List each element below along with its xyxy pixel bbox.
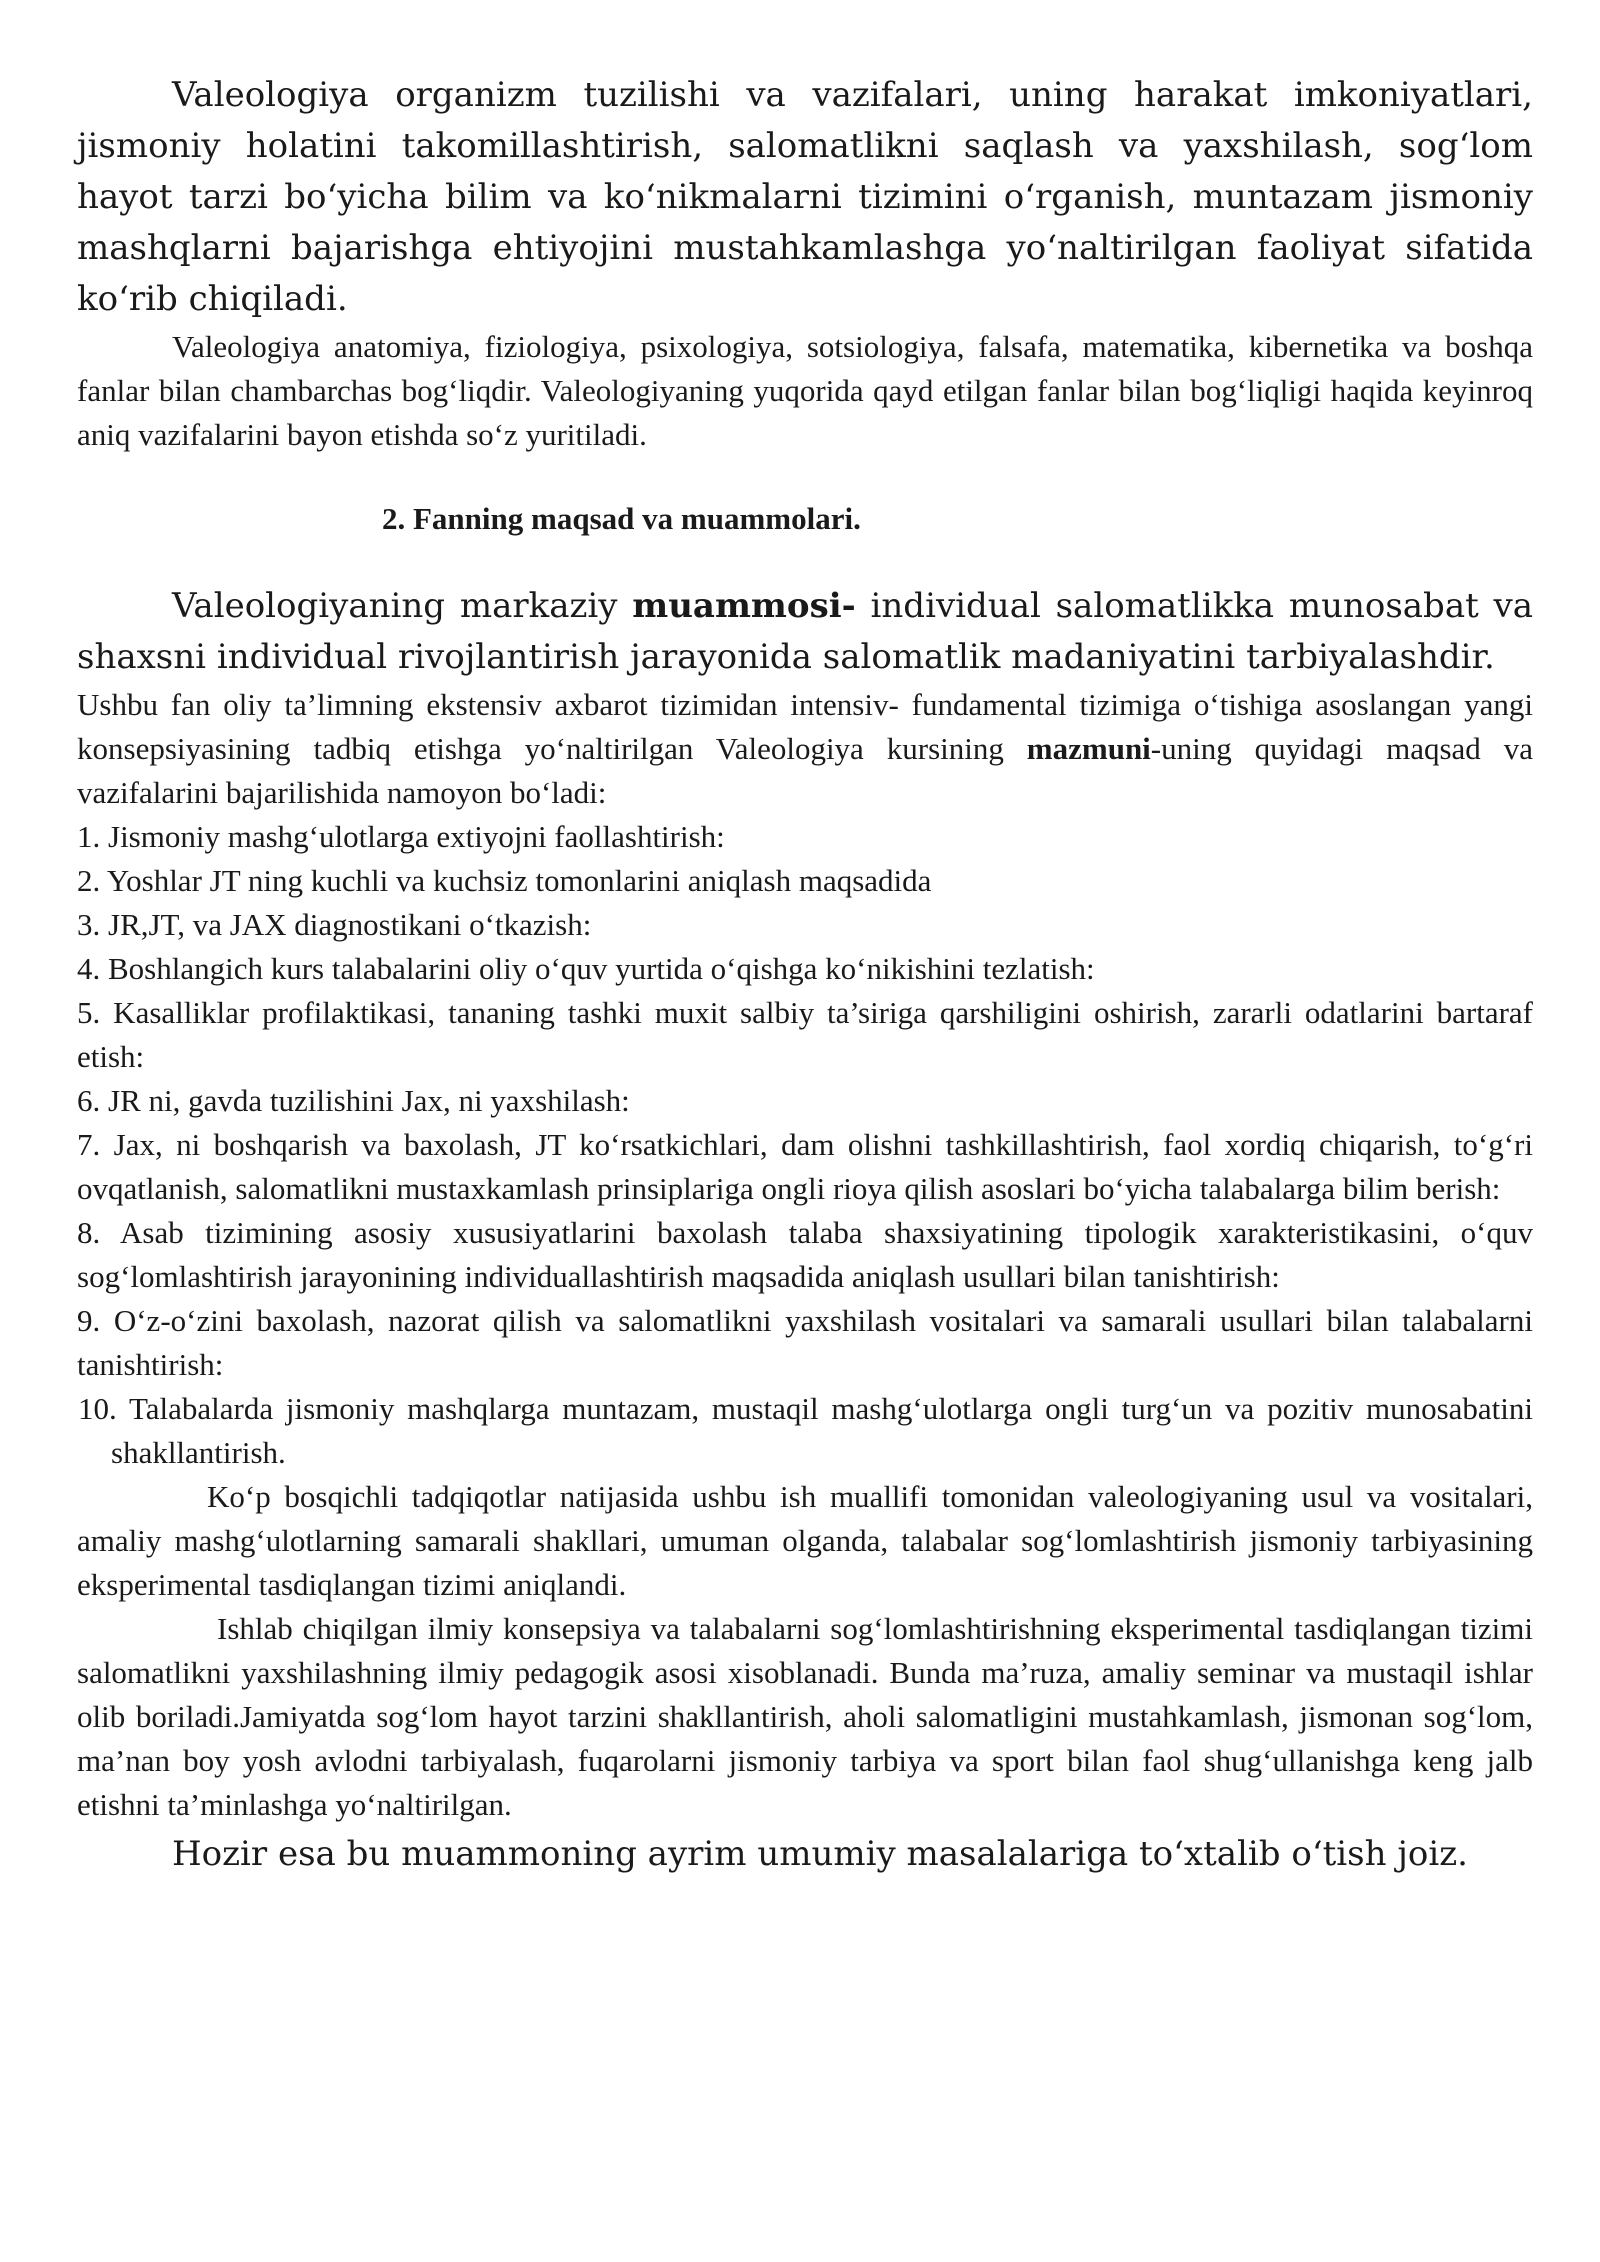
- course-content-bold-term: mazmuni: [1026, 731, 1151, 766]
- list-item-text: Talabalarda jismoniy mashqlarga muntazam, mustaqil mashg‘ulotlarga ongli turg‘un va pozitiv munosabatini shakllantirish.: [111, 1391, 1533, 1470]
- central-problem-text-end: individual salomatlikka munosabat va shaxsni individual rivojlantirish jarayonida salomatlik madaniyatini tarbiyalashdir.: [77, 586, 1533, 677]
- list-item: 3. JR,JT, va JAX diagnostikani o‘tkazish:: [77, 907, 592, 942]
- list-item: 6. JR ni, gavda tuzilishini Jax, ni yaxshilash:: [77, 1083, 630, 1118]
- list-item-number: 10.: [78, 1391, 117, 1426]
- section-heading: 2. Fanning maqsad va muammolari.: [382, 501, 861, 536]
- list-item: 2. Yoshlar JT ning kuchli va kuchsiz tomonlarini aniqlash maqsadida: [77, 863, 932, 898]
- course-content-text-end: -uning quyidagi maqsad va vazifalarini bajarilishida namoyon bo‘ladi:: [77, 731, 1533, 810]
- list-item: 1. Jismoniy mashg‘ulotlarga extiyojni faollashtirish:: [77, 819, 725, 854]
- research-results-paragraph: Ko‘p bosqichli tadqiqotlar natijasida ushbu ish muallifi tomonidan valeologiyaning usul va vositalari, amaliy mashg‘ulotlarning samarali shakllari, umuman olganda, talabalar sog‘lomlashtirish jismoniy tarbiyasining eksperimental tasdiqlangan tizimi aniqlandi.: [77, 1479, 1533, 1602]
- list-item: 8. Asab tizimining asosiy xususiyatlarini baxolash talaba shaxsiyatining tipologik xarakteristikasini, o‘quv sog‘lomlashtirish jarayonining individuallashtirish maqsadida aniqlash usullari bilan tanishtirish:: [77, 1215, 1533, 1294]
- central-problem-paragraph: [77, 581, 1533, 683]
- closing-paragraph: Hozir esa bu muammoning ayrim umumiy masalalariga to‘xtalib o‘tish joiz.: [172, 1834, 1468, 1874]
- course-content-text-start: Ushbu fan oliy ta’limning ekstensiv axbarot tizimidan intensiv- fundamental tizimiga o‘tishiga asoslangan yangi konsepsiyasining tadbiq etishga yo‘naltirilgan Valeologiya kursining: [77, 687, 1533, 766]
- central-problem-text-start: Valeologiyaning markaziy: [172, 586, 633, 626]
- central-problem-bold-term: muammosi-: [632, 586, 856, 626]
- related-sciences-paragraph: Valeologiya anatomiya, fiziologiya, psixologiya, sotsiologiya, falsafa, matematika, kibernetika va boshqa fanlar bilan chambarchas bog‘liqdir. Valeologiyaning yuqorida qayd etilgan fanlar bilan bog‘liqligi haqida keyinroq aniq vazifalarini bayon etishda so‘z yuritiladi.: [77, 329, 1533, 452]
- intro-paragraph: Valeologiya organizm tuzilishi va vazifalari, uning harakat imkoniyatlari, jismoniy holatini takomillashtirish, salomatlikni saqlash va yaxshilash, sog‘lom hayot tarzi bo‘yicha bilim va ko‘nikmalarni tizimini o‘rganish, muntazam jismoniy mashqlarni bajarishga ehtiyojini mustahkamlashga yo‘naltirilgan faoliyat sifatida ko‘rib chiqiladi.: [77, 75, 1533, 319]
- list-item: 5. Kasalliklar profilaktikasi, tananing tashki muxit salbiy ta’siriga qarshiligini oshirish, zararli odatlarini bartaraf etish:: [77, 995, 1533, 1074]
- list-item: 9. O‘z-o‘zini baxolash, nazorat qilish va salomatlikni yaxshilash vositalari va samarali usullari bilan talabalarni tanishtirish:: [77, 1303, 1533, 1382]
- document-page: [77, 70, 1533, 1880]
- course-content-paragraph: [77, 683, 1533, 815]
- concept-paragraph: Ishlab chiqilgan ilmiy konsepsiya va talabalarni sog‘lomlashtirishning eksperimental tasdiqlangan tizimi salomatlikni yaxshilashning ilmiy pedagogik asosi xisoblanadi. Bunda ma’ruza, amaliy seminar va mustaqil ishlar olib boriladi.Jamiyatda sog‘lom hayot tarzini shakllantirish, aholi salomatligini mustahkamlash, jismonan sog‘lom, ma’nan boy yosh avlodni tarbiyalash, fuqarolarni jismoniy tarbiya va sport bilan faol shug‘ullanishga keng jalb etishni ta’minlashga yo‘naltirilgan.: [77, 1611, 1533, 1822]
- list-item: 4. Boshlangich kurs talabalarini oliy o‘quv yurtida o‘qishga ko‘nikishini tezlatish:: [77, 951, 1095, 986]
- goals-list: [77, 815, 1533, 1475]
- list-item: 7. Jax, ni boshqarish va baxolash, JT ko‘rsatkichlari, dam olishni tashkillashtirish, faol xordiq chiqarish, to‘g‘ri ovqatlanish, salomatlikni mustaxkamlash prinsiplariga ongli rioya qilish asoslari bo‘yicha talabalarga bilim berish:: [77, 1127, 1533, 1206]
- list-item: [65, 1387, 1533, 1475]
